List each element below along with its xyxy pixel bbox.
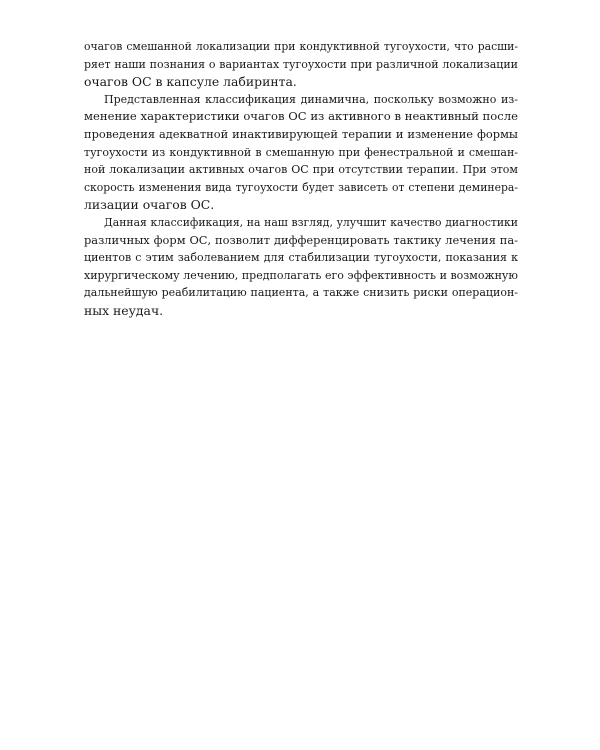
text-line: очагов ОС в капсуле лабиринта. bbox=[84, 74, 297, 90]
text-line: ряет наши познания о вариантах тугоухости при различной локализации bbox=[84, 57, 518, 71]
text-line: лизации очагов ОС. bbox=[84, 197, 215, 213]
body-text bbox=[84, 38, 518, 320]
text-line: Данная классификация, на наш взгляд, улучшит качество диагностики bbox=[104, 215, 518, 229]
text-line: хирургическому лечению, предполагать его эффективность и возможную bbox=[84, 268, 518, 282]
paragraph-3 bbox=[84, 214, 518, 320]
paragraph-1 bbox=[84, 38, 518, 91]
text-line: дальнейшую реабилитацию пациента, а также снизить риски операцион- bbox=[84, 286, 518, 300]
text-line: тугоухости из кондуктивной в смешанную при фенестральной и смешан- bbox=[84, 145, 518, 159]
paragraph-2 bbox=[84, 91, 518, 214]
text-line: проведения адекватной инактивирующей терапии и изменение формы bbox=[84, 126, 518, 141]
text-line: различных форм ОС, позволит дифференцировать тактику лечения па- bbox=[84, 232, 518, 247]
text-line: очагов смешанной локализации при кондуктивной тугоухости, что расши- bbox=[84, 40, 518, 53]
text-line: скорость изменения вида тугоухости будет зависеть от степени деминера- bbox=[84, 180, 518, 194]
text-line: ных неудач. bbox=[84, 302, 164, 318]
text-line: Представленная классификация динамична, поскольку возможно из- bbox=[104, 92, 518, 106]
text-line: менение характеристики очагов ОС из активного в неактивный после bbox=[84, 109, 518, 124]
text-line: циентов с этим заболеванием для стабилизации тугоухости, показания к bbox=[84, 251, 518, 265]
text-line: ной локализации активных очагов ОС при отсутствии терапии. При этом bbox=[84, 163, 518, 177]
